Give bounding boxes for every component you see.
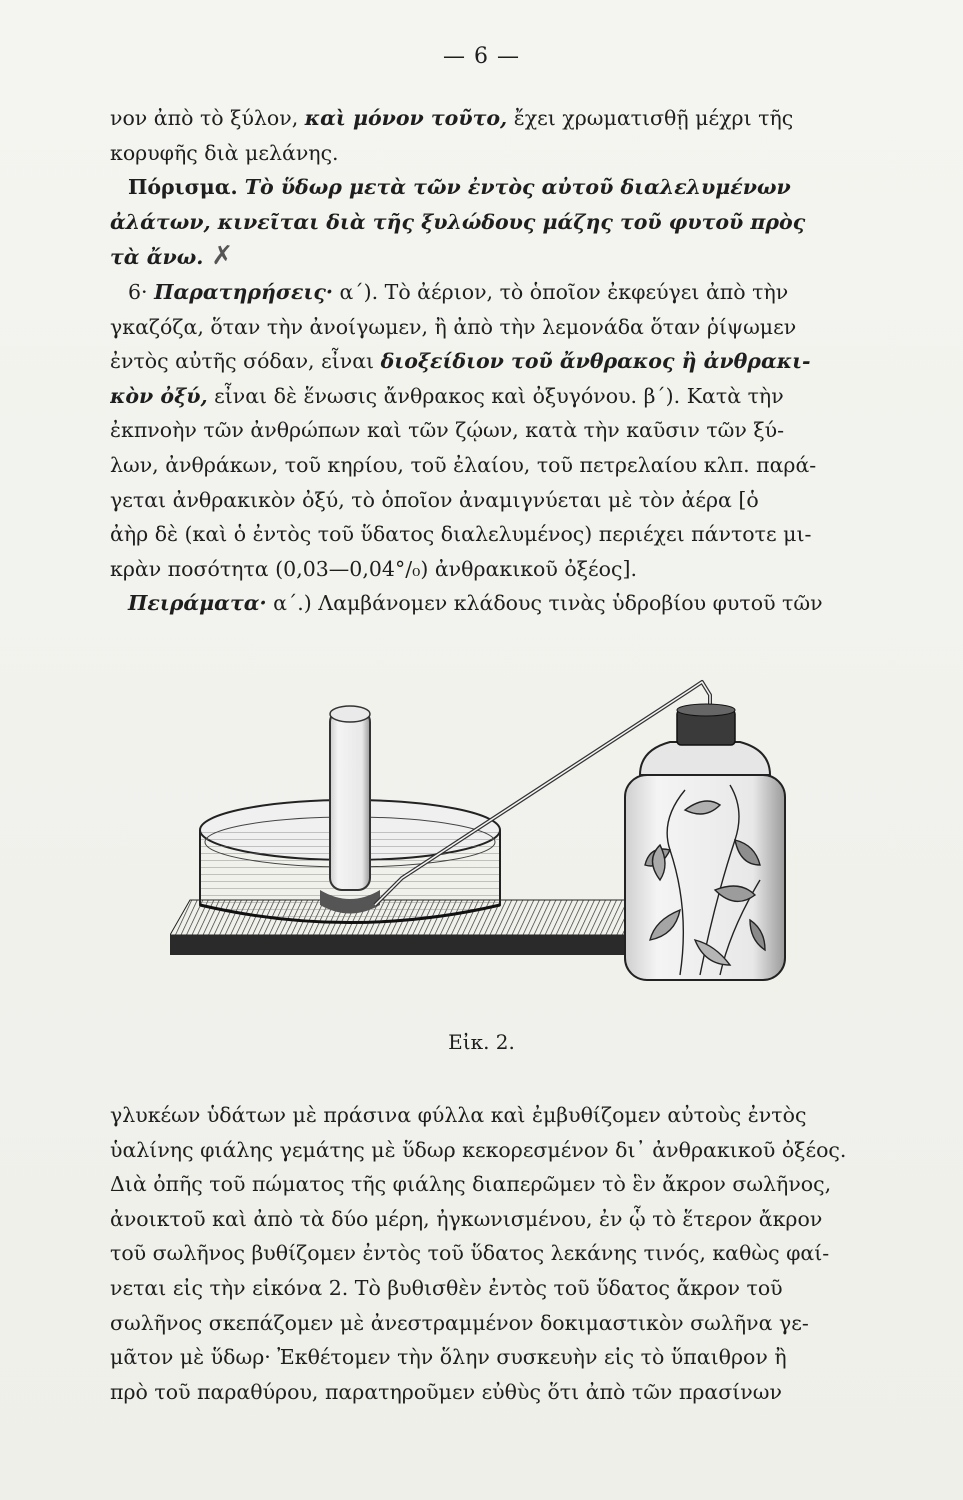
text-block-bottom (110, 1098, 910, 1409)
text-line: σωλῆνος σκεπάζομεν μὲ ἀνεστραμμένον δοκιμαστικὸν σωλῆνα γε- (110, 1310, 809, 1335)
text-line: λων, ἀνθράκων, τοῦ κηρίου, τοῦ ἐλαίου, τοῦ πετρελαίου κλπ. παρά- (110, 452, 817, 477)
text-line: Διὰ ὀπῆς τοῦ πώματος τῆς φιάλης διαπερῶμεν τὸ ἓν ἄκρον σωλῆνος, (110, 1172, 832, 1197)
corollary-line (110, 239, 910, 275)
text-fragment: εἶναι δὲ ἕνωσις ἄνθρακος καὶ ὀξυγόνου. β΄). Κατὰ τὴν (207, 383, 784, 408)
text-line (110, 101, 910, 136)
text-line: γκαζόζα, ὅταν τὴν ἀνοίγωμεν, ἢ ἀπὸ τὴν λεμονάδα ὅταν ῥίψωμεν (110, 314, 797, 339)
corollary-line (110, 170, 910, 205)
text-fragment: α΄.) Λαμβάνομεν κλάδους τινὰς ὑδροβίου φυτοῦ τῶν (266, 591, 823, 616)
text-block-top (110, 101, 910, 621)
text-line: τοῦ σωλῆνος βυθίζομεν ἐντὸς τοῦ ὕδατος λεκάνης τινός, καθὼς φαί- (110, 1241, 830, 1266)
observations-line (110, 275, 910, 310)
text-line: ἐκπνοὴν τῶν ἀνθρώπων καὶ τῶν ζῴων, κατὰ τὴν καῦσιν τῶν ξύ- (110, 418, 785, 443)
section-number: 6· (128, 279, 148, 304)
page-number: — 6 — (443, 44, 520, 69)
corollary-text: Τὸ ὕδωρ μετὰ τῶν ἐντὸς αὐτοῦ διαλελυμένων (237, 175, 791, 200)
text-line (110, 344, 910, 379)
text-fragment: ἐντὸς αὐτῆς σόδαν, εἶναι (110, 349, 381, 374)
text-line: γεται ἀνθρακικὸν ὀξύ, τὸ ὁποῖον ἀναμιγνύεται μὲ τὸν ἀέρα [ὁ (110, 487, 759, 512)
text-line: ἀνοικτοῦ καὶ ἀπὸ τὰ δύο μέρη, ἠγκωνισμένου, ἐν ᾧ τὸ ἕτερον ἄκρον (110, 1206, 823, 1231)
corollary-label: Πόρισμα. (128, 175, 238, 200)
text-line: πρὸ τοῦ παραθύρου, παρατηροῦμεν εὐθὺς ὅτι ἀπὸ τῶν πρασίνων (110, 1379, 782, 1404)
corollary-line: ἀλάτων, κινεῖται διὰ τῆς ξυλώδους μάζης τοῦ φυτοῦ πρὸς (110, 209, 806, 234)
pencil-mark-icon: ✗ (211, 241, 234, 272)
figure-caption: Εἰκ. 2. (448, 1030, 515, 1054)
text-line (110, 379, 910, 414)
text-line: νεται εἰς τὴν εἰκόνα 2. Τὸ βυθισθὲν ἐντὸς τοῦ ὕδατος ἄκρον τοῦ (110, 1275, 783, 1300)
text-fragment: α΄). Τὸ ἀέριον, τὸ ὁποῖον ἐκφεύγει ἀπὸ τὴν (333, 279, 789, 304)
text-fragment: ἔχει χρωματισθῇ μέχρι τῆς (507, 106, 794, 130)
text-line: ἀὴρ δὲ (καὶ ὁ ἐντὸς τοῦ ὕδατος διαλελυμένος) περιέχει πάντοτε μι- (110, 522, 812, 547)
emphasis-text: κὸν ὀξύ, (110, 383, 208, 408)
emphasis-text: διοξείδιον τοῦ ἄνθρακος ἢ ἀνθρακι- (380, 349, 811, 374)
experiments-label: Πειράματα· (128, 591, 267, 616)
text-fragment: νον ἀπὸ τὸ ξύλον, (110, 106, 305, 130)
text-line: μᾶτον μὲ ὕδωρ· Ἐκθέτομεν τὴν ὅλην συσκευὴν εἰς τὸ ὕπαιθρον ἢ (110, 1345, 787, 1370)
text-line: γλυκέων ὑδάτων μὲ πράσινα φύλλα καὶ ἐμβυθίζομεν αὐτοὺς ἐντὸς (110, 1103, 807, 1127)
text-line: κρὰν ποσότητα (0,03—0,04°/₀) ἀνθρακικοῦ ὀξέος]. (110, 556, 637, 581)
experiments-line (110, 586, 910, 621)
observations-label: Παρατηρήσεις· (154, 279, 333, 304)
emphasis-text: καὶ μόνον τοῦτο, (304, 106, 508, 130)
text-line: ὑαλίνης φιάλης γεμάτης μὲ ὕδωρ κεκορεσμένον δι᾽ ἀνθρακικοῦ ὀξέος. (110, 1137, 847, 1162)
corollary-text: τὰ ἄνω. (110, 245, 204, 270)
text-line: κορυφῆς διὰ μελάνης. (110, 140, 339, 165)
apparatus-illustration (170, 650, 910, 1020)
